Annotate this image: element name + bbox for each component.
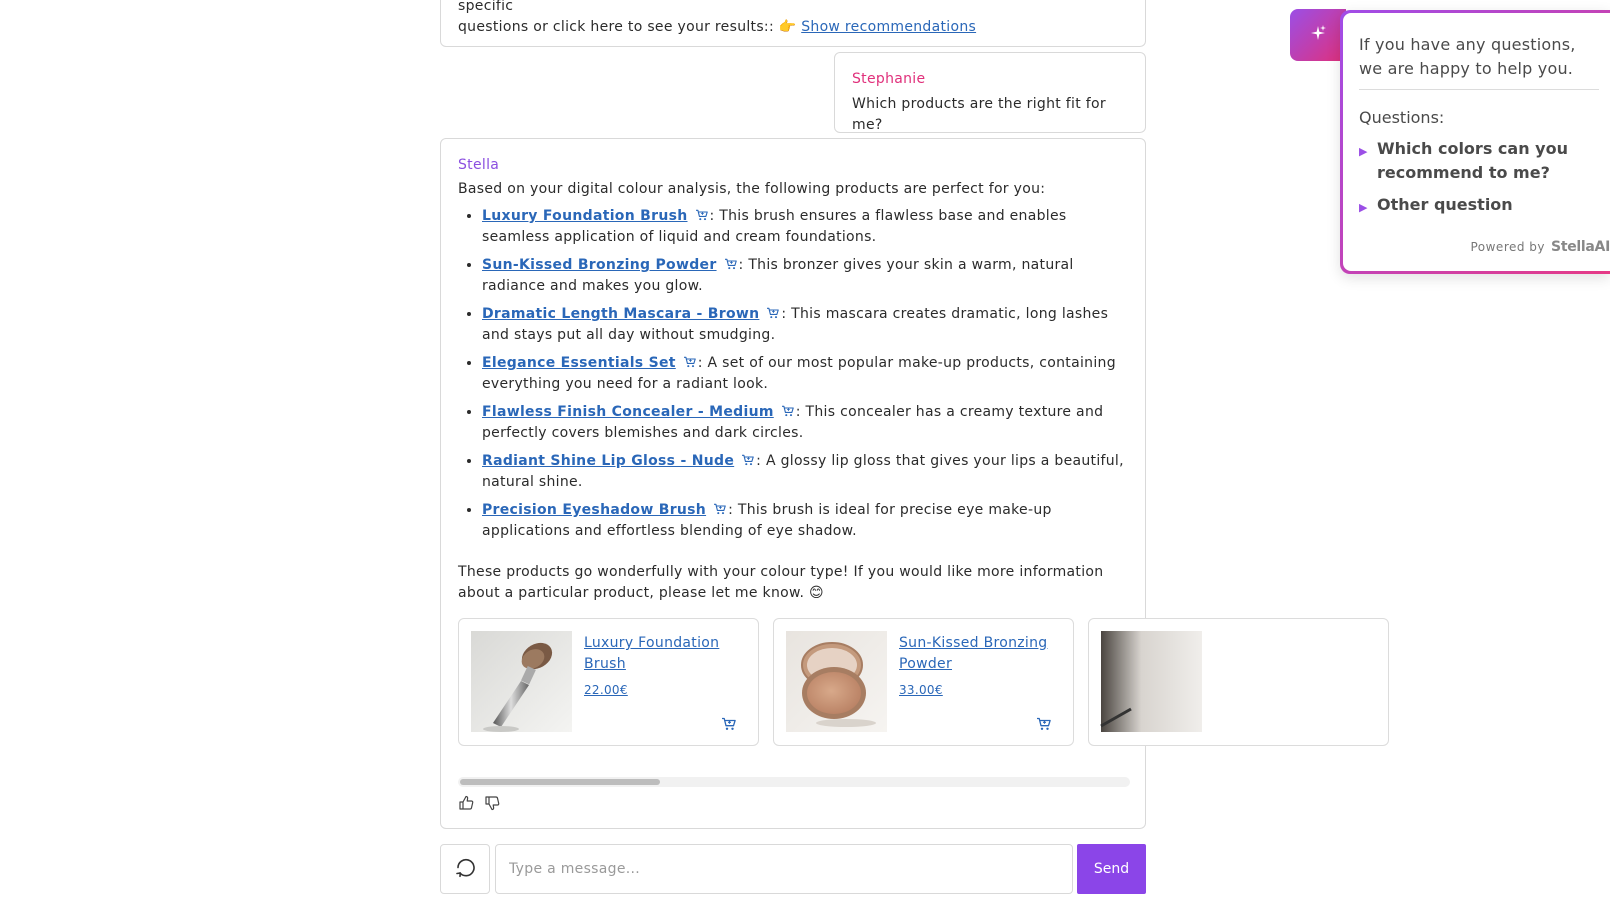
product-name-link[interactable]: Sun-Kissed Bronzing Powder	[899, 635, 1048, 672]
widget-question-label: Which colors can you recommend to me?	[1377, 139, 1568, 182]
recommendation-description: : This bronzer gives your skin a warm, natural radiance and makes you glow.	[482, 257, 1074, 294]
recommendation-description: : This brush is ideal for precise eye make-up applications and effortless blending of eye shadow.	[482, 502, 1052, 539]
product-link[interactable]: Luxury Foundation Brush	[482, 208, 688, 224]
message-input-row	[440, 844, 1146, 894]
carousel-scrollbar-thumb[interactable]	[460, 779, 660, 785]
reset-chat-button[interactable]	[440, 844, 490, 894]
bot-sender-name: Stella	[458, 157, 500, 173]
product-name-link[interactable]: Luxury Foundation Brush	[584, 635, 720, 672]
stellaai-logo[interactable]: StellaAI	[1551, 239, 1610, 255]
refresh-icon	[454, 856, 476, 882]
powered-by	[1470, 239, 1610, 255]
widget-toggle-button[interactable]	[1290, 9, 1346, 61]
product-card[interactable]	[458, 618, 759, 746]
user-sender-name: Stephanie	[852, 71, 926, 87]
product-price[interactable]: 33.00€	[899, 683, 943, 697]
widget-question-list	[1359, 137, 1590, 217]
add-to-cart-icon[interactable]	[740, 452, 756, 464]
widget-question-item[interactable]	[1359, 137, 1590, 185]
add-to-cart-icon[interactable]	[765, 305, 781, 317]
feedback-buttons	[458, 795, 500, 811]
product-image-brush[interactable]	[471, 631, 572, 732]
product-carousel[interactable]	[458, 618, 1130, 748]
help-widget-panel	[1343, 13, 1610, 271]
send-button[interactable]: Send	[1077, 844, 1146, 894]
carousel-scrollbar[interactable]	[458, 777, 1130, 787]
help-widget	[1340, 10, 1610, 274]
show-recommendations-link[interactable]: Show recommendations	[801, 19, 977, 35]
play-triangle-icon: ▶	[1359, 145, 1368, 158]
product-link[interactable]: Elegance Essentials Set	[482, 355, 676, 371]
recommendation-item	[482, 451, 1128, 493]
add-to-cart-icon[interactable]	[682, 354, 698, 366]
thumbs-down-icon[interactable]	[484, 795, 500, 811]
previous-message-line2: questions or click here to see your results:: 👉	[458, 19, 802, 35]
powered-by-label: Powered by	[1470, 240, 1546, 254]
recommendation-description: : This mascara creates dramatic, long lashes and stays put all day without smudging.	[482, 306, 1109, 343]
recommendation-description: : A glossy lip gloss that gives your lips a beautiful, natural shine.	[482, 453, 1124, 490]
widget-question-item[interactable]	[1359, 193, 1590, 217]
recommendation-description: : A set of our most popular make-up products, containing everything you need for a radiant look.	[482, 355, 1116, 392]
widget-questions-heading: Questions:	[1359, 108, 1445, 127]
bot-message	[440, 138, 1146, 829]
add-to-cart-icon[interactable]	[780, 403, 796, 415]
previous-message-text	[458, 0, 1128, 38]
bot-message-previous	[440, 0, 1146, 47]
product-link[interactable]: Radiant Shine Lip Gloss - Nude	[482, 453, 735, 469]
thumbs-up-icon[interactable]	[458, 795, 474, 811]
recommendation-item	[482, 353, 1128, 395]
recommendation-list	[482, 206, 1128, 542]
user-message-text: Which products are the right fit for me?	[852, 96, 1106, 133]
user-message	[834, 52, 1146, 133]
product-link[interactable]: Dramatic Length Mascara - Brown	[482, 306, 760, 322]
add-to-cart-icon[interactable]	[1036, 717, 1052, 731]
add-to-cart-icon[interactable]	[712, 501, 728, 513]
product-image-partial[interactable]	[1101, 631, 1202, 732]
widget-intro-text: If you have any questions, we are happy to help you.	[1359, 33, 1599, 90]
recommendation-description: : This brush ensures a flawless base and enables seamless application of liquid and cream foundations.	[482, 208, 1067, 245]
recommendation-description: : This concealer has a creamy texture and perfectly covers blemishes and dark circles.	[482, 404, 1104, 441]
add-to-cart-icon[interactable]	[694, 207, 710, 219]
recommendation-item	[482, 304, 1128, 346]
product-image-bronzer[interactable]	[786, 631, 887, 732]
recommendation-item	[482, 500, 1128, 542]
product-price[interactable]: 22.00€	[584, 683, 628, 697]
product-link[interactable]: Flawless Finish Concealer - Medium	[482, 404, 774, 420]
widget-question-label: Other question	[1377, 195, 1513, 214]
sparkle-icon	[1309, 24, 1327, 46]
add-to-cart-icon[interactable]	[721, 717, 737, 731]
product-link[interactable]: Precision Eyeshadow Brush	[482, 502, 707, 518]
message-input[interactable]	[495, 844, 1073, 894]
add-to-cart-icon[interactable]	[723, 256, 739, 268]
product-link[interactable]: Sun-Kissed Bronzing Powder	[482, 257, 717, 273]
recommendation-item	[482, 206, 1128, 248]
product-card[interactable]	[773, 618, 1074, 746]
recommendation-item	[482, 255, 1128, 297]
bot-intro-text: Based on your digital colour analysis, the following products are perfect for you:	[458, 181, 1046, 197]
recommendation-item	[482, 402, 1128, 444]
product-card-partial[interactable]	[1088, 618, 1389, 746]
previous-message-line1: specific	[458, 0, 514, 14]
play-triangle-icon: ▶	[1359, 201, 1368, 214]
bot-closing-text: These products go wonderfully with your colour type! If you would like more information about a particular product, please let me know. 😊	[458, 564, 1104, 601]
